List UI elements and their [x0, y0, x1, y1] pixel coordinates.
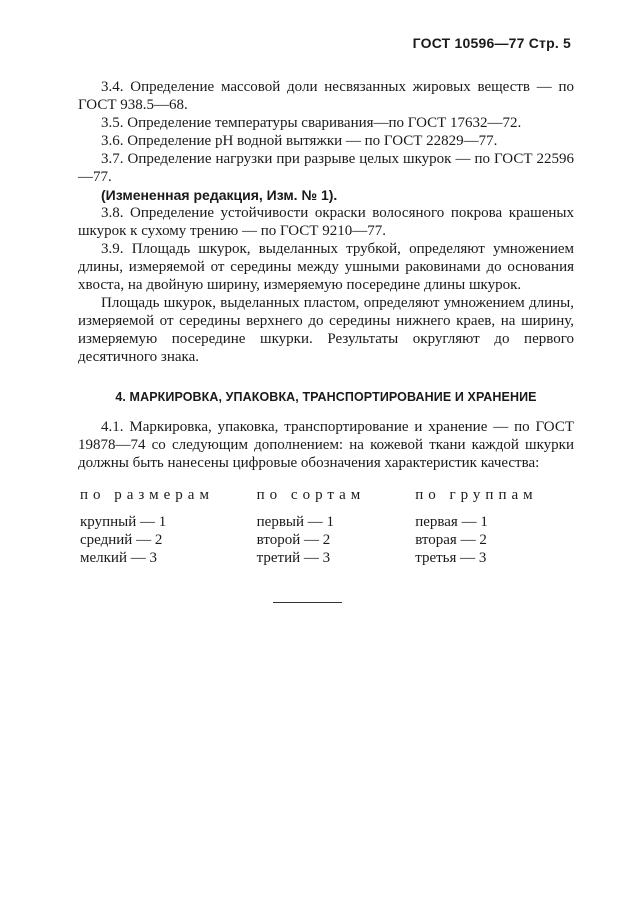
- page-header: ГОСТ 10596—77 Стр. 5: [412, 35, 571, 51]
- column-header-grade: по сортам: [256, 487, 366, 503]
- table-cell: третья — 3: [415, 550, 487, 566]
- table-row: [80, 513, 574, 531]
- table-cell: третий — 3: [256, 550, 331, 566]
- paragraph-4-1: 4.1. Маркировка, упаковка, транспортирование и хранение — по ГОСТ 19878—74 со следующим дополнением: на кожевой ткани каждой шкурки должны быть нанесены цифровые обозначения характеристик качества:: [78, 419, 574, 471]
- document-body: [78, 78, 574, 567]
- paragraph-3-6: 3.6. Определение pH водной вытяжки — по ГОСТ 22829—77.: [101, 133, 498, 149]
- table-cell: крупный — 1: [80, 514, 167, 530]
- paragraph-3-9: 3.9. Площадь шкурок, выделанных трубкой, определяют умножением длины, измеряемой от середины между ушными раковинами до основания хвоста, на двойную ширину, измеряемую посередине длины шкурок.: [78, 241, 574, 293]
- section-4-title: 4. МАРКИРОВКА, УПАКОВКА, ТРАНСПОРТИРОВАНИЕ И ХРАНЕНИЕ: [115, 390, 537, 404]
- table-header-row: [80, 486, 574, 513]
- table-cell: средний — 2: [80, 532, 163, 548]
- quality-marks-table: [80, 486, 574, 567]
- table-row: [80, 549, 574, 567]
- table-cell: второй — 2: [256, 532, 331, 548]
- paragraph-3-5: 3.5. Определение температуры сваривания—по ГОСТ 17632—72.: [101, 115, 522, 131]
- table-row: [80, 531, 574, 549]
- amendment-note: (Измененная редакция, Изм. № 1).: [101, 187, 338, 203]
- end-divider: [273, 602, 342, 603]
- paragraph-3-9-continued: Площадь шкурок, выделанных пластом, определяют умножением длины, измеряемой от середины верхнего до середины нижнего краев, на ширину, измеряемую посередине шкурки. Результаты округляют до первого десятичного знака.: [78, 295, 574, 365]
- paragraph-3-4: 3.4. Определение массовой доли несвязанных жировых веществ — по ГОСТ 938.5—68.: [78, 79, 574, 113]
- paragraph-3-7: 3.7. Определение нагрузки при разрыве целых шкурок — по ГОСТ 22596—77.: [78, 151, 574, 185]
- table-cell: первая — 1: [415, 514, 488, 530]
- paragraph-3-8: 3.8. Определение устойчивости окраски волосяного покрова крашеных шкурок к сухому трению — по ГОСТ 9210—77.: [78, 205, 574, 239]
- column-header-group: по группам: [415, 487, 538, 503]
- table-cell: мелкий — 3: [80, 550, 157, 566]
- table-cell: вторая — 2: [415, 532, 487, 548]
- table-cell: первый — 1: [256, 514, 335, 530]
- column-header-size: по размерам: [80, 487, 214, 503]
